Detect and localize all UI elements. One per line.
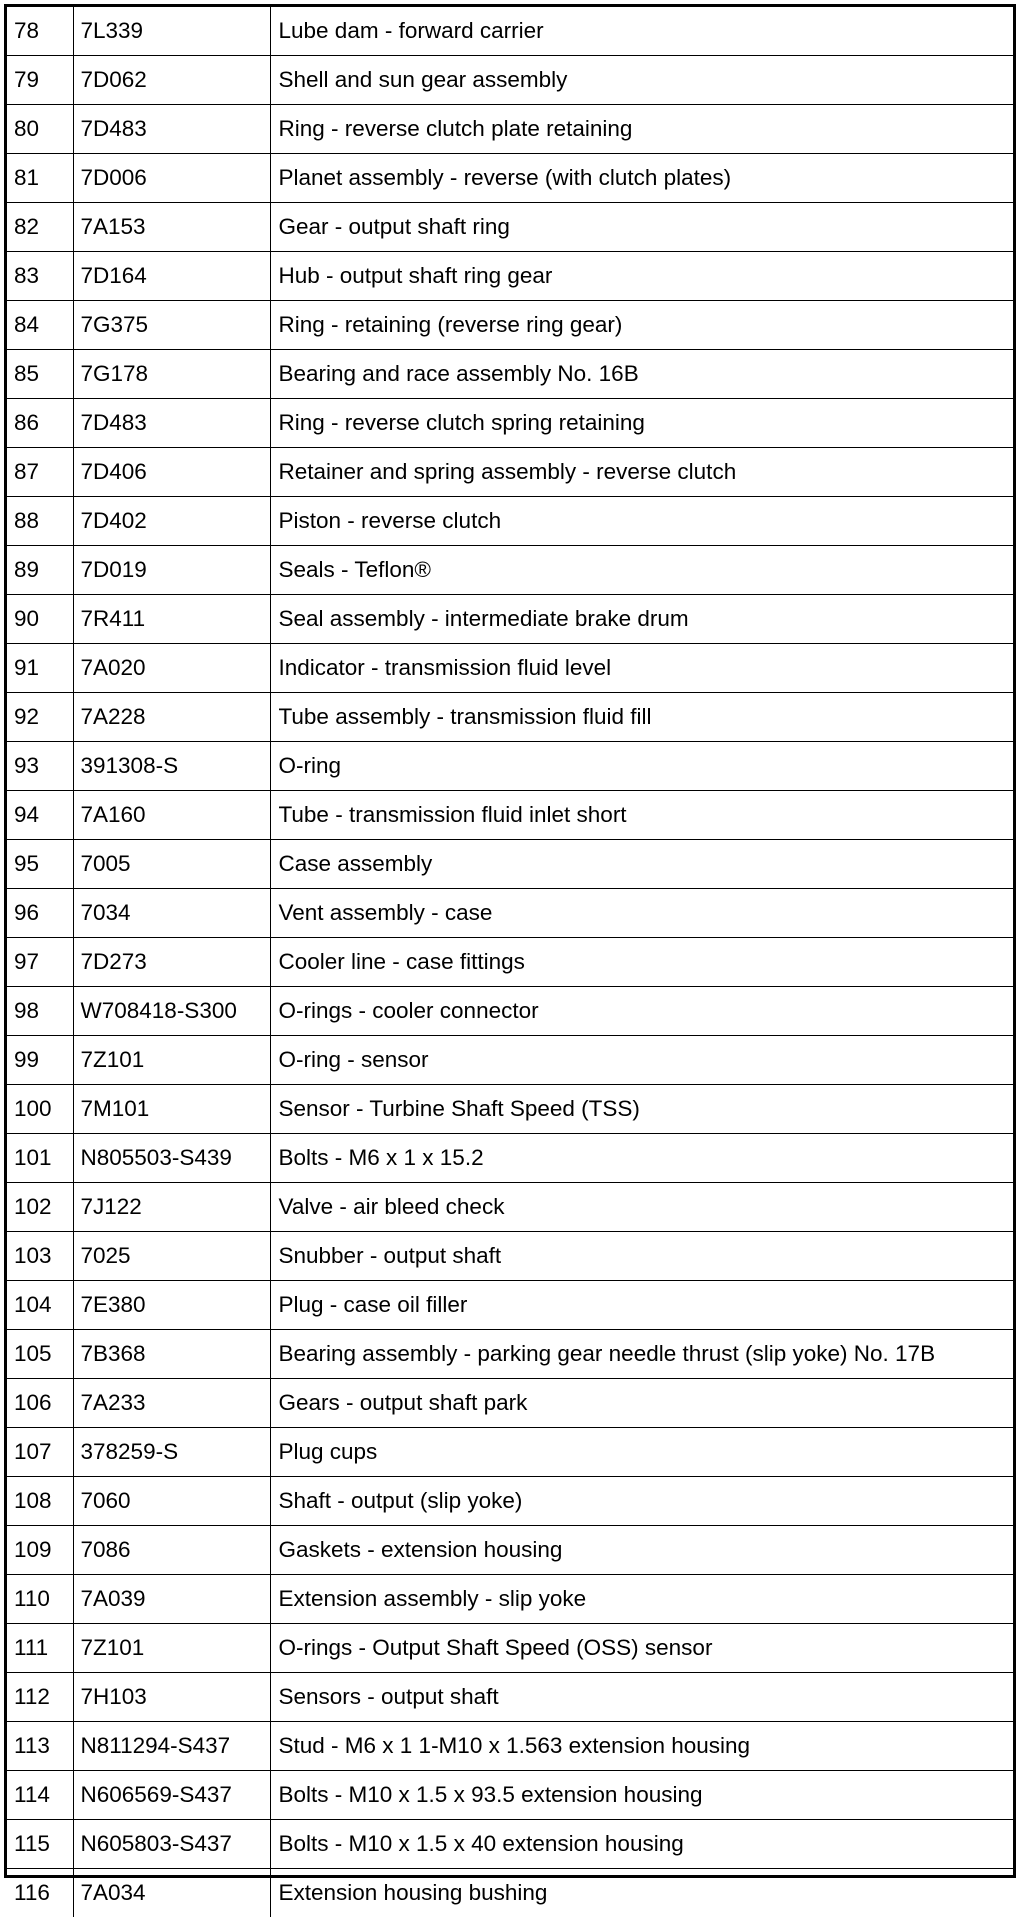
table-row [7, 840, 1013, 889]
item-number-cell: 80 [7, 105, 73, 154]
table-row [7, 154, 1013, 203]
item-number-cell: 108 [7, 1477, 73, 1526]
description-cell: Shaft - output (slip yoke) [270, 1477, 1013, 1526]
item-number-cell: 92 [7, 693, 73, 742]
description-cell: Bearing and race assembly No. 16B [270, 350, 1013, 399]
part-number-cell: 7E380 [73, 1281, 270, 1330]
item-number-cell: 116 [7, 1869, 73, 1917]
table-row [7, 595, 1013, 644]
part-number-cell: N805503-S439 [73, 1134, 270, 1183]
item-number-cell: 96 [7, 889, 73, 938]
description-cell: Tube - transmission fluid inlet short [270, 791, 1013, 840]
part-number-cell: 7D273 [73, 938, 270, 987]
item-number-cell: 103 [7, 1232, 73, 1281]
item-number-cell: 106 [7, 1379, 73, 1428]
part-number-cell: 7A160 [73, 791, 270, 840]
item-number-cell: 81 [7, 154, 73, 203]
item-number-cell: 113 [7, 1722, 73, 1771]
part-number-cell: 7J122 [73, 1183, 270, 1232]
item-number-cell: 105 [7, 1330, 73, 1379]
item-number-cell: 107 [7, 1428, 73, 1477]
description-cell: O-rings - Output Shaft Speed (OSS) sensor [270, 1624, 1013, 1673]
item-number-cell: 100 [7, 1085, 73, 1134]
description-cell: Plug cups [270, 1428, 1013, 1477]
table-row [7, 1477, 1013, 1526]
description-cell: Bolts - M6 x 1 x 15.2 [270, 1134, 1013, 1183]
part-number-cell: 7A039 [73, 1575, 270, 1624]
description-cell: Case assembly [270, 840, 1013, 889]
description-cell: O-ring [270, 742, 1013, 791]
description-cell: Ring - reverse clutch spring retaining [270, 399, 1013, 448]
part-number-cell: 7D062 [73, 56, 270, 105]
table-row [7, 742, 1013, 791]
description-cell: Extension assembly - slip yoke [270, 1575, 1013, 1624]
item-number-cell: 84 [7, 301, 73, 350]
item-number-cell: 97 [7, 938, 73, 987]
part-number-cell: 7D483 [73, 105, 270, 154]
description-cell: Valve - air bleed check [270, 1183, 1013, 1232]
description-cell: Sensor - Turbine Shaft Speed (TSS) [270, 1085, 1013, 1134]
part-number-cell: 7R411 [73, 595, 270, 644]
part-number-cell: 7034 [73, 889, 270, 938]
part-number-cell: 7Z101 [73, 1036, 270, 1085]
part-number-cell: 7G178 [73, 350, 270, 399]
part-number-cell: 7A020 [73, 644, 270, 693]
table-row [7, 399, 1013, 448]
part-number-cell: 7005 [73, 840, 270, 889]
description-cell: Ring - retaining (reverse ring gear) [270, 301, 1013, 350]
item-number-cell: 95 [7, 840, 73, 889]
part-number-cell: 7086 [73, 1526, 270, 1575]
item-number-cell: 78 [7, 7, 73, 56]
description-cell: Indicator - transmission fluid level [270, 644, 1013, 693]
item-number-cell: 93 [7, 742, 73, 791]
description-cell: Hub - output shaft ring gear [270, 252, 1013, 301]
item-number-cell: 101 [7, 1134, 73, 1183]
item-number-cell: 110 [7, 1575, 73, 1624]
item-number-cell: 98 [7, 987, 73, 1036]
part-number-cell: 7060 [73, 1477, 270, 1526]
description-cell: Bearing assembly - parking gear needle thrust (slip yoke) No. 17B [270, 1330, 1013, 1379]
part-number-cell: 7D483 [73, 399, 270, 448]
table-row [7, 1526, 1013, 1575]
item-number-cell: 85 [7, 350, 73, 399]
item-number-cell: 89 [7, 546, 73, 595]
table-row [7, 693, 1013, 742]
item-number-cell: 90 [7, 595, 73, 644]
item-number-cell: 82 [7, 203, 73, 252]
part-number-cell: 7D164 [73, 252, 270, 301]
description-cell: Plug - case oil filler [270, 1281, 1013, 1330]
table-row [7, 350, 1013, 399]
item-number-cell: 83 [7, 252, 73, 301]
part-number-cell: 378259-S [73, 1428, 270, 1477]
description-cell: Shell and sun gear assembly [270, 56, 1013, 105]
part-number-cell: 7Z101 [73, 1624, 270, 1673]
description-cell: Retainer and spring assembly - reverse clutch [270, 448, 1013, 497]
part-number-cell: 7B368 [73, 1330, 270, 1379]
item-number-cell: 91 [7, 644, 73, 693]
description-cell: Bolts - M10 x 1.5 x 93.5 extension housing [270, 1771, 1013, 1820]
table-row [7, 1771, 1013, 1820]
table-row [7, 7, 1013, 56]
part-number-cell: 7A153 [73, 203, 270, 252]
description-cell: Tube assembly - transmission fluid fill [270, 693, 1013, 742]
part-number-cell: 7D019 [73, 546, 270, 595]
part-number-cell: 7D006 [73, 154, 270, 203]
description-cell: Bolts - M10 x 1.5 x 40 extension housing [270, 1820, 1013, 1869]
table-row [7, 1281, 1013, 1330]
table-row [7, 448, 1013, 497]
table-row [7, 56, 1013, 105]
parts-table-frame [4, 4, 1016, 1878]
item-number-cell: 88 [7, 497, 73, 546]
parts-table [7, 7, 1013, 1917]
item-number-cell: 102 [7, 1183, 73, 1232]
table-row [7, 1575, 1013, 1624]
table-row [7, 1673, 1013, 1722]
part-number-cell: N605803-S437 [73, 1820, 270, 1869]
description-cell: Seals - Teflon® [270, 546, 1013, 595]
table-row [7, 203, 1013, 252]
table-row [7, 252, 1013, 301]
description-cell: Seal assembly - intermediate brake drum [270, 595, 1013, 644]
part-number-cell: 7L339 [73, 7, 270, 56]
table-row [7, 987, 1013, 1036]
description-cell: Snubber - output shaft [270, 1232, 1013, 1281]
part-number-cell: 7M101 [73, 1085, 270, 1134]
description-cell: Vent assembly - case [270, 889, 1013, 938]
description-cell: Stud - M6 x 1 1-M10 x 1.563 extension housing [270, 1722, 1013, 1771]
part-number-cell: 7D406 [73, 448, 270, 497]
item-number-cell: 94 [7, 791, 73, 840]
description-cell: Gear - output shaft ring [270, 203, 1013, 252]
table-row [7, 1134, 1013, 1183]
item-number-cell: 115 [7, 1820, 73, 1869]
table-row [7, 791, 1013, 840]
description-cell: O-rings - cooler connector [270, 987, 1013, 1036]
part-number-cell: W708418-S300 [73, 987, 270, 1036]
part-number-cell: 7D402 [73, 497, 270, 546]
description-cell: Cooler line - case fittings [270, 938, 1013, 987]
table-row [7, 889, 1013, 938]
description-cell: Sensors - output shaft [270, 1673, 1013, 1722]
table-row [7, 1869, 1013, 1917]
part-number-cell: 391308-S [73, 742, 270, 791]
item-number-cell: 114 [7, 1771, 73, 1820]
table-row [7, 938, 1013, 987]
table-row [7, 546, 1013, 595]
table-row [7, 301, 1013, 350]
item-number-cell: 112 [7, 1673, 73, 1722]
description-cell: Gaskets - extension housing [270, 1526, 1013, 1575]
table-row [7, 1232, 1013, 1281]
part-number-cell: 7A034 [73, 1869, 270, 1917]
table-row [7, 1379, 1013, 1428]
table-row [7, 1624, 1013, 1673]
item-number-cell: 104 [7, 1281, 73, 1330]
part-number-cell: 7H103 [73, 1673, 270, 1722]
description-cell: O-ring - sensor [270, 1036, 1013, 1085]
table-row [7, 1820, 1013, 1869]
part-number-cell: 7A228 [73, 693, 270, 742]
table-row [7, 497, 1013, 546]
description-cell: Gears - output shaft park [270, 1379, 1013, 1428]
table-row [7, 1036, 1013, 1085]
table-row [7, 1722, 1013, 1771]
part-number-cell: 7A233 [73, 1379, 270, 1428]
table-row [7, 1428, 1013, 1477]
table-row [7, 1330, 1013, 1379]
item-number-cell: 79 [7, 56, 73, 105]
item-number-cell: 86 [7, 399, 73, 448]
description-cell: Extension housing bushing [270, 1869, 1013, 1917]
parts-table-body [7, 7, 1013, 1917]
item-number-cell: 111 [7, 1624, 73, 1673]
item-number-cell: 87 [7, 448, 73, 497]
table-row [7, 1085, 1013, 1134]
part-number-cell: N606569-S437 [73, 1771, 270, 1820]
item-number-cell: 109 [7, 1526, 73, 1575]
part-number-cell: N811294-S437 [73, 1722, 270, 1771]
part-number-cell: 7G375 [73, 301, 270, 350]
description-cell: Lube dam - forward carrier [270, 7, 1013, 56]
description-cell: Ring - reverse clutch plate retaining [270, 105, 1013, 154]
item-number-cell: 99 [7, 1036, 73, 1085]
description-cell: Planet assembly - reverse (with clutch plates) [270, 154, 1013, 203]
part-number-cell: 7025 [73, 1232, 270, 1281]
description-cell: Piston - reverse clutch [270, 497, 1013, 546]
table-row [7, 644, 1013, 693]
table-row [7, 105, 1013, 154]
table-row [7, 1183, 1013, 1232]
